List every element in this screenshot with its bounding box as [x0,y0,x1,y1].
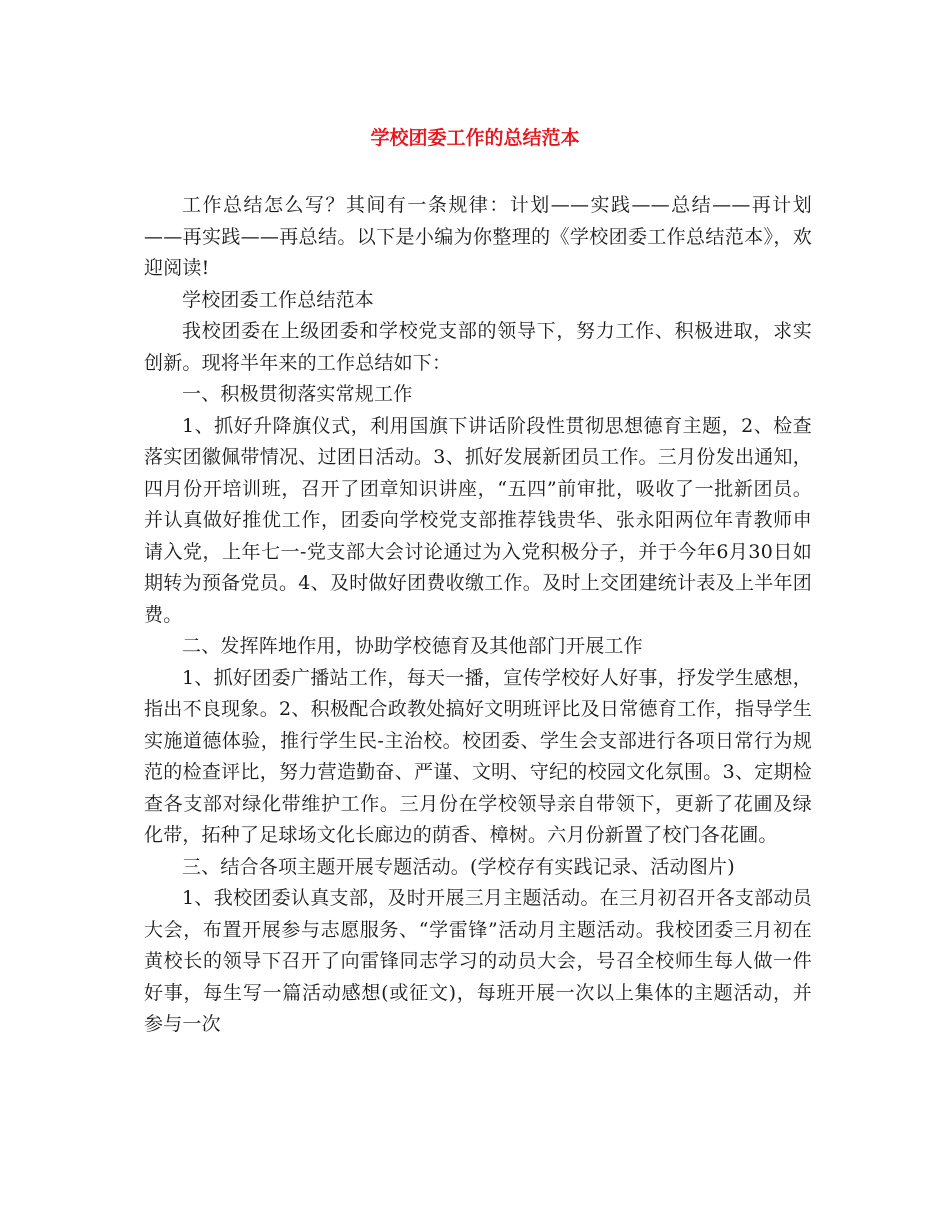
document-title: 学校团委工作的总结范本 [370,127,580,149]
overview-paragraph: 我校团委在上级团委和学校党支部的领导下，努力工作、积极进取，求实创新。现将半年来的工作总结如下： [144,320,812,374]
section-heading-2: 二、发挥阵地作用，协助学校德育及其他部门开展工作 [182,635,643,657]
section-3-paragraph: 1、我校团委认真支部，及时开展三月主题活动。在三月初召开各支部动员大会，布置开展参与志愿服务、“学雷锋”活动月主题活动。我校团委三月初在黄校长的领导下召开了向雷锋同志学习的动员大会，号召全校师生每人做一件好事，每生写一篇活动感想(或征文)，每班开展一次以上集体的主题活动，并参与一次 [144,887,812,1035]
section-heading-3: 三、结合各项主题开展专题活动。(学校存有实践记录、活动图片) [182,855,735,878]
intro-paragraph: 工作总结怎么写？其间有一条规律：计划——实践——总结——再计划——再实践——再总结。以下是小编为你整理的《学校团委工作总结范本》，欢迎阅读! [144,194,812,279]
section-2-paragraph: 1、抓好团委广播站工作，每天一播，宣传学校好人好事，抒发学生感想，指出不良现象。2、积极配合政教处搞好文明班评比及日常德育工作，指导学生实施道德体验，推行学生民-主治校。校团委、学生会支部进行各项日常行为规范的检查评比，努力营造勤奋、严谨、文明、守纪的校园文化氛围。3、定期检查各支部对绿化带维护工作。三月份在学校领导亲自带领下，更新了花圃及绿化带，拓种了足球场文化长廊边的荫香、樟树。六月份新置了校门各花圃。 [144,666,812,846]
section-heading-1: 一、积极贯彻落实常规工作 [182,383,413,405]
subtitle-paragraph: 学校团委工作总结范本 [182,288,375,311]
section-1-paragraph: 1、抓好升降旗仪式，利用国旗下讲话阶段性贯彻思想德育主题，2、检查落实团徽佩带情况、过团日活动。3、抓好发展新团员工作。三月份发出通知，四月份开培训班，召开了团章知识讲座，“五四”前审批，吸收了一批新团员。并认真做好推优工作，团委向学校党支部推荐钱贵华、张永阳两位年青教师申请入党，上年七一-党支部大会讨论通过为入党积极分子，并于今年6月30日如期转为预备党员。4、及时做好团费收缴工作。及时上交团建统计表及上半年团费。 [144,414,812,626]
document-body [144,190,812,1041]
